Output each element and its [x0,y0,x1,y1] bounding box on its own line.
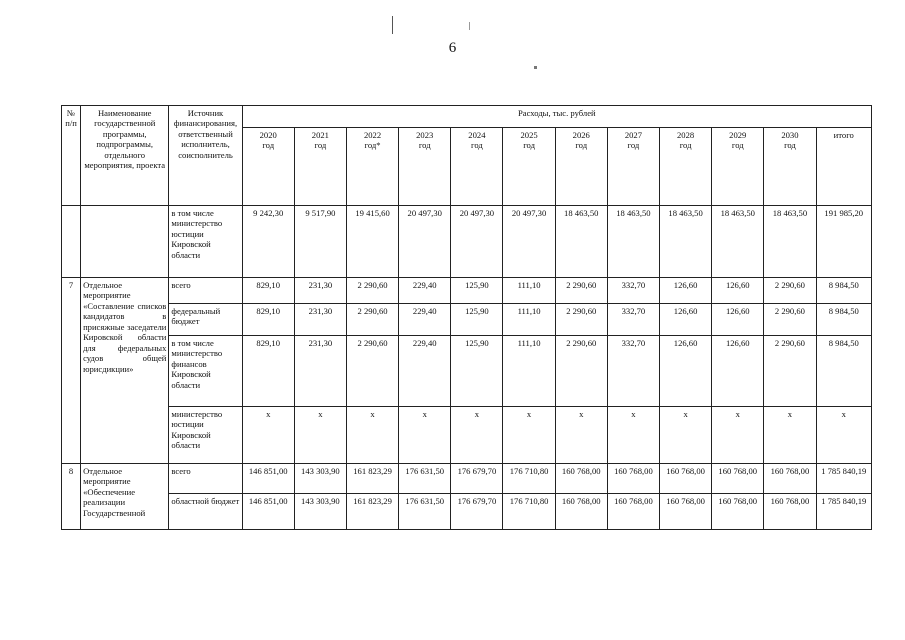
value-cell: 2 290,60 [764,336,816,407]
value-cell: х [346,407,398,464]
value-cell: 126,60 [660,304,712,336]
header-year-suffix: год* [364,140,381,151]
value-cell: 231,30 [294,336,346,407]
value-cell: 332,70 [607,304,659,336]
header-year-suffix: год [679,140,692,151]
value-cell: 2 290,60 [555,278,607,304]
value-cell: 18 463,50 [607,206,659,278]
header-year-suffix: год [575,140,588,151]
value-cell: 111,10 [503,278,555,304]
value-cell: 176 631,50 [399,464,451,494]
name-cell: Отдельное мероприятие «Обеспечение реализации Государственной [81,464,169,530]
value-cell: х [712,407,764,464]
header-expenses: Расходы, тыс. рублей [242,106,871,128]
value-cell: 191 985,20 [816,206,871,278]
header-year-2025 [503,128,555,206]
value-cell: 146 851,00 [242,494,294,530]
value-cell: 143 303,90 [294,494,346,530]
value-cell: 8 984,50 [816,304,871,336]
value-cell: 829,10 [242,336,294,407]
value-cell: х [660,407,712,464]
name-cell [81,206,169,278]
header-year-suffix: год [262,140,275,151]
header-num: № п/п [62,106,81,206]
header-total: итого [816,128,871,206]
value-cell: 2 290,60 [555,336,607,407]
value-cell: 20 497,30 [399,206,451,278]
value-cell: 126,60 [712,336,764,407]
value-cell: 229,40 [399,336,451,407]
header-year-suffix: год [314,140,327,151]
header-year-number: 2029 [729,130,747,140]
value-cell: 19 415,60 [346,206,398,278]
value-cell: 2 290,60 [346,278,398,304]
header-year-2020 [242,128,294,206]
header-year-2023 [399,128,451,206]
value-cell: 111,10 [503,304,555,336]
page-number: 6 [448,40,457,56]
value-cell: 161 823,29 [346,494,398,530]
table-row [62,464,872,494]
value-cell: х [294,407,346,464]
value-cell: 160 768,00 [660,464,712,494]
value-cell: 8 984,50 [816,336,871,407]
header-year-2022 [346,128,398,206]
value-cell: х [503,407,555,464]
scan-speck [392,16,393,34]
value-cell: 18 463,50 [764,206,816,278]
table-row [62,494,872,530]
value-cell: 332,70 [607,278,659,304]
value-cell: 176 631,50 [399,494,451,530]
source-cell: министерство юстиции Кировской области [169,407,242,464]
value-cell: 1 785 840,19 [816,494,871,530]
header-year-2029 [712,128,764,206]
value-cell: х [555,407,607,464]
table-row [62,336,872,407]
value-cell: 229,40 [399,278,451,304]
budget-table [61,105,872,530]
header-name: Наименование государственной программы, подпрограммы, отдельного мероприятия, проекта [81,106,169,206]
value-cell: 160 768,00 [660,494,712,530]
value-cell: 2 290,60 [346,304,398,336]
header-year-number: 2024 [468,130,486,140]
value-cell: 126,60 [712,278,764,304]
value-cell: 20 497,30 [503,206,555,278]
header-year-2026 [555,128,607,206]
header-year-suffix: год [523,140,535,151]
table-row [62,304,872,336]
value-cell: 829,10 [242,278,294,304]
source-cell: в том числе министерство финансов Кировской области [169,336,242,407]
header-year-number: 2023 [416,130,434,140]
header-year-2027 [607,128,659,206]
scan-speck [534,66,537,69]
value-cell: 125,90 [451,304,503,336]
num-cell: 7 [62,278,81,464]
value-cell: 126,60 [712,304,764,336]
source-cell: областной бюджет [169,494,242,530]
header-year-suffix: год [627,140,640,151]
header-year-number: 2020 [259,130,277,140]
value-cell: 2 290,60 [346,336,398,407]
value-cell: х [816,407,871,464]
source-cell: всего [169,278,242,304]
header-year-number: 2028 [676,130,695,140]
table-row [62,407,872,464]
value-cell: 9 242,30 [242,206,294,278]
value-cell: 160 768,00 [764,464,816,494]
source-cell: всего [169,464,242,494]
value-cell: 1 785 840,19 [816,464,871,494]
value-cell: 160 768,00 [555,464,607,494]
value-cell: 126,60 [660,336,712,407]
value-cell: 111,10 [503,336,555,407]
header-year-suffix: год [731,140,744,151]
value-cell: 2 290,60 [764,304,816,336]
value-cell: 2 290,60 [555,304,607,336]
value-cell: 176 679,70 [451,494,503,530]
value-cell: 160 768,00 [712,494,764,530]
value-cell: 176 710,80 [503,464,555,494]
header-year-2021 [294,128,346,206]
header-year-number: 2030 [781,130,799,140]
header-year-suffix: год [418,140,431,151]
header-year-2028 [660,128,712,206]
header-year-number: 2025 [520,130,538,140]
value-cell: 9 517,90 [294,206,346,278]
value-cell: 18 463,50 [660,206,712,278]
value-cell: 829,10 [242,304,294,336]
value-cell: 160 768,00 [712,464,764,494]
value-cell: 231,30 [294,278,346,304]
value-cell: 176 710,80 [503,494,555,530]
value-cell: 20 497,30 [451,206,503,278]
value-cell: 125,90 [451,336,503,407]
header-year-number: 2027 [624,130,642,140]
table-row [62,206,872,278]
value-cell: 161 823,29 [346,464,398,494]
num-cell: 8 [62,464,81,530]
value-cell: 160 768,00 [764,494,816,530]
value-cell: х [451,407,503,464]
value-cell: 146 851,00 [242,464,294,494]
header-year-2030 [764,128,816,206]
value-cell: 143 303,90 [294,464,346,494]
value-cell: 18 463,50 [712,206,764,278]
value-cell: 160 768,00 [555,494,607,530]
header-year-2024 [451,128,503,206]
value-cell: 125,90 [451,278,503,304]
header-source: Источник финансирования, ответственный исполнитель, соисполнитель [169,106,242,206]
value-cell: х [607,407,659,464]
value-cell: х [764,407,816,464]
value-cell: х [242,407,294,464]
source-cell: в том числе министерство юстиции Кировской области [169,206,242,278]
source-cell: федеральный бюджет [169,304,242,336]
header-year-number: 2021 [311,130,329,140]
header-row-top [62,106,872,128]
value-cell: 126,60 [660,278,712,304]
header-year-suffix: год [471,140,483,151]
header-year-number: 2026 [572,130,590,140]
value-cell: 160 768,00 [607,494,659,530]
value-cell: 231,30 [294,304,346,336]
name-cell: Отдельное мероприятие «Составление списков кандидатов в присяжные заседатели Кировской области для федеральных судов общей юрисдикции» [81,278,169,464]
scan-speck [469,22,470,30]
value-cell: 176 679,70 [451,464,503,494]
value-cell: 229,40 [399,304,451,336]
value-cell: 160 768,00 [607,464,659,494]
value-cell: 332,70 [607,336,659,407]
num-cell [62,206,81,278]
value-cell: 8 984,50 [816,278,871,304]
value-cell: 18 463,50 [555,206,607,278]
header-year-number: 2022 [363,130,382,140]
value-cell: х [399,407,451,464]
value-cell: 2 290,60 [764,278,816,304]
table-row [62,278,872,304]
header-year-suffix: год [784,140,796,151]
